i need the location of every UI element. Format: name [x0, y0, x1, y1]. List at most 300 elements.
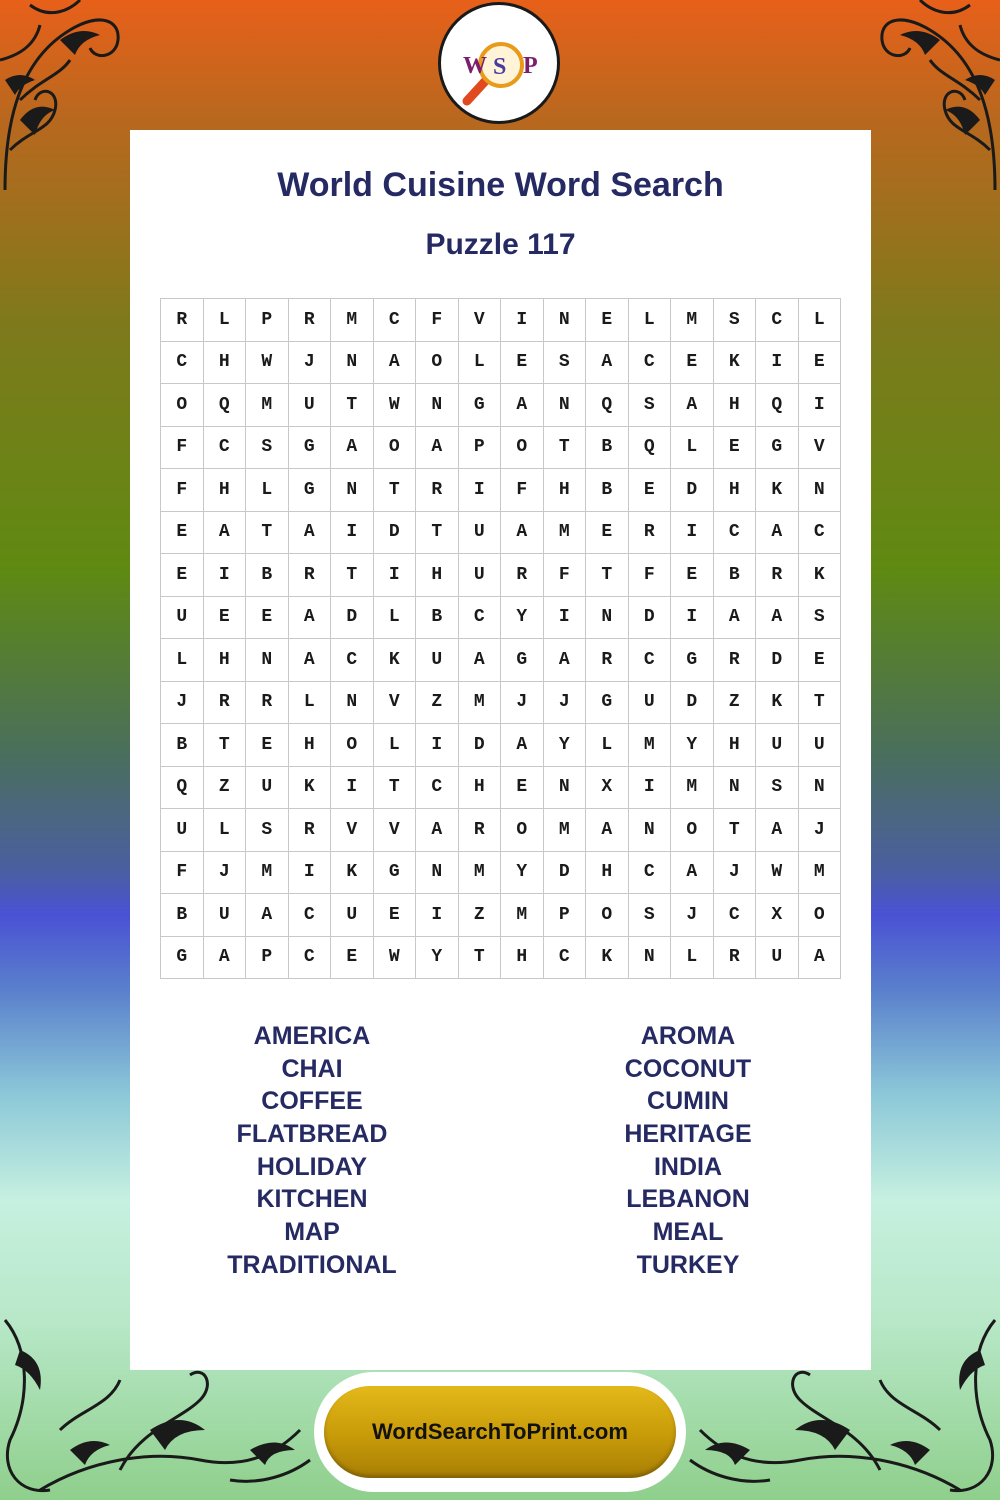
word-item: MAP [284, 1218, 340, 1247]
grid-cell[interactable]: D [671, 469, 714, 512]
grid-cell[interactable]: R [586, 639, 629, 682]
grid-cell[interactable]: A [288, 511, 331, 554]
grid-cell[interactable]: G [373, 851, 416, 894]
grid-cell[interactable]: A [288, 596, 331, 639]
grid-cell[interactable]: C [756, 299, 799, 342]
grid-cell[interactable]: J [798, 809, 841, 852]
grid-cell[interactable]: N [628, 936, 671, 979]
grid-cell[interactable]: U [458, 511, 501, 554]
grid-cell[interactable]: K [798, 554, 841, 597]
grid-cell[interactable]: T [373, 469, 416, 512]
top-left-ornament [0, 0, 130, 200]
grid-cell[interactable]: M [543, 511, 586, 554]
grid-cell[interactable]: O [161, 384, 204, 427]
grid-cell[interactable]: C [416, 766, 459, 809]
word-item: LEBANON [626, 1185, 750, 1214]
grid-cell[interactable]: J [288, 341, 331, 384]
grid-cell[interactable]: D [458, 724, 501, 767]
grid-row [161, 639, 841, 682]
grid-cell[interactable]: E [501, 341, 544, 384]
grid-cell[interactable]: T [798, 681, 841, 724]
grid-cell[interactable]: H [543, 469, 586, 512]
grid-cell[interactable]: P [458, 426, 501, 469]
grid-cell[interactable]: P [543, 894, 586, 937]
grid-cell[interactable]: S [628, 384, 671, 427]
grid-cell[interactable]: B [416, 596, 459, 639]
grid-cell[interactable]: C [713, 894, 756, 937]
grid-cell[interactable]: A [203, 936, 246, 979]
grid-cell[interactable]: P [246, 299, 289, 342]
grid-cell[interactable]: C [713, 511, 756, 554]
grid-cell[interactable]: N [586, 596, 629, 639]
word-item: MEAL [652, 1218, 724, 1247]
word-item: COFFEE [261, 1087, 363, 1116]
grid-cell[interactable]: C [628, 851, 671, 894]
grid-cell[interactable]: C [288, 936, 331, 979]
grid-cell[interactable]: O [671, 809, 714, 852]
grid-cell[interactable]: D [671, 681, 714, 724]
grid-cell[interactable]: I [543, 596, 586, 639]
grid-cell[interactable]: F [161, 426, 204, 469]
grid-cell[interactable]: R [756, 554, 799, 597]
grid-cell[interactable]: N [543, 299, 586, 342]
grid-cell[interactable]: O [331, 724, 374, 767]
grid-cell[interactable]: J [543, 681, 586, 724]
wsp-logo [438, 2, 560, 124]
logo-letter-p: P [523, 53, 538, 79]
grid-cell[interactable]: I [331, 766, 374, 809]
grid-cell[interactable]: K [288, 766, 331, 809]
grid-cell[interactable]: O [416, 341, 459, 384]
grid-cell[interactable]: Z [203, 766, 246, 809]
grid-cell[interactable]: A [501, 384, 544, 427]
grid-row [161, 299, 841, 342]
grid-cell[interactable]: J [161, 681, 204, 724]
grid-cell[interactable]: M [628, 724, 671, 767]
grid-cell[interactable]: N [543, 384, 586, 427]
grid-cell[interactable]: S [543, 341, 586, 384]
grid-cell[interactable]: S [246, 809, 289, 852]
grid-cell[interactable]: U [756, 936, 799, 979]
logo-letter-s: S [493, 54, 507, 80]
grid-cell[interactable]: Z [416, 681, 459, 724]
grid-cell[interactable]: K [713, 341, 756, 384]
grid-cell[interactable]: Q [161, 766, 204, 809]
grid-cell[interactable]: Q [628, 426, 671, 469]
grid-cell[interactable]: N [543, 766, 586, 809]
word-item: HERITAGE [624, 1120, 752, 1149]
grid-cell[interactable]: M [331, 299, 374, 342]
grid-row [161, 894, 841, 937]
grid-cell[interactable]: F [501, 469, 544, 512]
grid-row [161, 681, 841, 724]
grid-cell[interactable]: M [458, 681, 501, 724]
word-list-right [538, 1020, 838, 1282]
grid-cell[interactable]: Y [671, 724, 714, 767]
grid-row [161, 341, 841, 384]
grid-cell[interactable]: B [713, 554, 756, 597]
grid-cell[interactable]: I [416, 724, 459, 767]
grid-cell[interactable]: T [458, 936, 501, 979]
grid-cell[interactable]: A [756, 809, 799, 852]
grid-cell[interactable]: A [543, 639, 586, 682]
grid-cell[interactable]: R [713, 639, 756, 682]
grid-cell[interactable]: I [203, 554, 246, 597]
grid-cell[interactable]: G [586, 681, 629, 724]
grid-cell[interactable]: B [586, 426, 629, 469]
grid-cell[interactable]: U [161, 596, 204, 639]
grid-cell[interactable]: N [331, 681, 374, 724]
grid-cell[interactable]: E [501, 766, 544, 809]
grid-cell[interactable]: H [458, 766, 501, 809]
grid-cell[interactable]: E [586, 511, 629, 554]
grid-cell[interactable]: C [331, 639, 374, 682]
grid-cell[interactable]: A [671, 851, 714, 894]
grid-cell[interactable]: I [288, 851, 331, 894]
grid-cell[interactable]: X [586, 766, 629, 809]
grid-cell[interactable]: W [756, 851, 799, 894]
grid-cell[interactable]: R [628, 511, 671, 554]
grid-cell[interactable]: A [373, 341, 416, 384]
grid-cell[interactable]: L [203, 809, 246, 852]
grid-cell[interactable]: R [246, 681, 289, 724]
grid-cell[interactable]: K [373, 639, 416, 682]
grid-cell[interactable]: L [671, 936, 714, 979]
grid-cell[interactable]: E [246, 724, 289, 767]
grid-cell[interactable]: U [331, 894, 374, 937]
grid-cell[interactable]: J [501, 681, 544, 724]
grid-cell[interactable]: R [203, 681, 246, 724]
grid-cell[interactable]: E [586, 299, 629, 342]
magnifier-icon [441, 5, 557, 121]
grid-cell[interactable]: M [798, 851, 841, 894]
grid-cell[interactable]: A [756, 596, 799, 639]
grid-cell[interactable]: I [458, 469, 501, 512]
grid-cell[interactable]: A [501, 724, 544, 767]
grid-cell[interactable]: T [246, 511, 289, 554]
grid-cell[interactable]: R [288, 554, 331, 597]
grid-cell[interactable]: R [501, 554, 544, 597]
top-right-ornament [870, 0, 1000, 200]
grid-cell[interactable]: A [798, 936, 841, 979]
grid-cell[interactable]: T [586, 554, 629, 597]
grid-cell[interactable]: E [628, 469, 671, 512]
grid-cell[interactable]: C [798, 511, 841, 554]
grid-cell[interactable]: E [671, 341, 714, 384]
grid-cell[interactable]: A [416, 809, 459, 852]
grid-cell[interactable]: L [798, 299, 841, 342]
grid-cell[interactable]: U [458, 554, 501, 597]
grid-cell[interactable]: O [798, 894, 841, 937]
grid-cell[interactable]: L [671, 426, 714, 469]
grid-cell[interactable]: V [458, 299, 501, 342]
grid-cell[interactable]: W [246, 341, 289, 384]
grid-cell[interactable]: N [416, 384, 459, 427]
grid-cell[interactable]: O [501, 426, 544, 469]
grid-cell[interactable]: E [161, 511, 204, 554]
grid-cell[interactable]: N [798, 766, 841, 809]
grid-cell[interactable]: B [246, 554, 289, 597]
grid-cell[interactable]: N [798, 469, 841, 512]
grid-cell[interactable]: L [586, 724, 629, 767]
grid-cell[interactable]: T [416, 511, 459, 554]
grid-cell[interactable]: V [331, 809, 374, 852]
grid-cell[interactable]: G [501, 639, 544, 682]
grid-cell[interactable]: J [203, 851, 246, 894]
grid-cell[interactable]: Z [458, 894, 501, 937]
grid-cell[interactable]: V [798, 426, 841, 469]
grid-cell[interactable]: T [373, 766, 416, 809]
grid-cell[interactable]: M [501, 894, 544, 937]
grid-cell[interactable]: B [161, 894, 204, 937]
grid-cell[interactable]: U [246, 766, 289, 809]
grid-cell[interactable]: G [756, 426, 799, 469]
grid-cell[interactable]: N [628, 809, 671, 852]
grid-cell[interactable]: Y [416, 936, 459, 979]
grid-cell[interactable]: U [161, 809, 204, 852]
word-item: CHAI [281, 1054, 343, 1083]
grid-cell[interactable]: A [501, 511, 544, 554]
grid-cell[interactable]: L [161, 639, 204, 682]
grid-row [161, 724, 841, 767]
grid-cell[interactable]: Q [203, 384, 246, 427]
grid-cell[interactable]: T [203, 724, 246, 767]
word-item: TURKEY [636, 1250, 740, 1279]
grid-cell[interactable]: C [203, 426, 246, 469]
grid-cell[interactable]: A [288, 639, 331, 682]
grid-cell[interactable]: H [416, 554, 459, 597]
grid-cell[interactable]: K [331, 851, 374, 894]
grid-cell[interactable]: E [713, 426, 756, 469]
grid-cell[interactable]: I [756, 341, 799, 384]
grid-cell[interactable]: P [246, 936, 289, 979]
grid-cell[interactable]: S [713, 299, 756, 342]
grid-cell[interactable]: G [458, 384, 501, 427]
grid-cell[interactable]: E [331, 936, 374, 979]
grid-cell[interactable]: E [671, 554, 714, 597]
grid-cell[interactable]: K [756, 681, 799, 724]
grid-row [161, 426, 841, 469]
grid-cell[interactable]: C [373, 299, 416, 342]
grid-cell[interactable]: E [798, 341, 841, 384]
grid-cell[interactable]: U [203, 894, 246, 937]
grid-cell[interactable]: F [628, 554, 671, 597]
grid-cell[interactable]: R [288, 809, 331, 852]
grid-cell[interactable]: R [416, 469, 459, 512]
grid-cell[interactable]: A [331, 426, 374, 469]
puzzle-card [130, 130, 871, 1370]
grid-cell[interactable]: G [288, 469, 331, 512]
grid-cell[interactable]: M [246, 851, 289, 894]
grid-cell[interactable]: O [373, 426, 416, 469]
grid-cell[interactable]: A [713, 596, 756, 639]
grid-cell[interactable]: H [713, 724, 756, 767]
grid-cell[interactable]: U [288, 384, 331, 427]
grid-cell[interactable]: I [373, 554, 416, 597]
grid-cell[interactable]: T [331, 384, 374, 427]
grid-cell[interactable]: O [501, 809, 544, 852]
grid-cell[interactable]: D [331, 596, 374, 639]
grid-cell[interactable]: F [161, 469, 204, 512]
grid-cell[interactable]: F [543, 554, 586, 597]
grid-cell[interactable]: V [373, 809, 416, 852]
grid-cell[interactable]: Q [586, 384, 629, 427]
grid-cell[interactable]: H [501, 936, 544, 979]
grid-cell[interactable]: H [203, 639, 246, 682]
word-item: FLATBREAD [236, 1120, 388, 1149]
word-item: COCONUT [624, 1054, 752, 1083]
grid-cell[interactable]: B [161, 724, 204, 767]
grid-cell[interactable]: U [756, 724, 799, 767]
grid-cell[interactable]: U [628, 681, 671, 724]
grid-cell[interactable]: N [331, 341, 374, 384]
grid-cell[interactable]: U [416, 639, 459, 682]
grid-cell[interactable]: I [628, 766, 671, 809]
grid-cell[interactable]: D [756, 639, 799, 682]
grid-row [161, 511, 841, 554]
grid-cell[interactable]: H [713, 384, 756, 427]
grid-cell[interactable]: W [373, 384, 416, 427]
grid-cell[interactable]: E [203, 596, 246, 639]
grid-cell[interactable]: E [246, 596, 289, 639]
grid-cell[interactable]: D [373, 511, 416, 554]
logo-letter-w: W [463, 53, 487, 79]
grid-cell[interactable]: X [756, 894, 799, 937]
grid-cell[interactable]: I [501, 299, 544, 342]
grid-cell[interactable]: R [161, 299, 204, 342]
grid-row [161, 936, 841, 979]
grid-cell[interactable]: L [288, 681, 331, 724]
grid-cell[interactable]: T [713, 809, 756, 852]
word-item: AMERICA [253, 1022, 371, 1050]
grid-cell[interactable]: Z [713, 681, 756, 724]
grid-cell[interactable]: L [373, 596, 416, 639]
grid-cell[interactable]: G [161, 936, 204, 979]
puzzle-number: Puzzle 117 [425, 228, 576, 261]
grid-cell[interactable]: A [756, 511, 799, 554]
grid-cell[interactable]: L [246, 469, 289, 512]
grid-cell[interactable]: U [798, 724, 841, 767]
grid-row [161, 766, 841, 809]
grid-cell[interactable]: G [671, 639, 714, 682]
grid-cell[interactable]: L [458, 341, 501, 384]
grid-cell[interactable]: C [628, 341, 671, 384]
grid-cell[interactable]: N [416, 851, 459, 894]
grid-row [161, 809, 841, 852]
grid-cell[interactable]: T [331, 554, 374, 597]
grid-row [161, 554, 841, 597]
grid-cell[interactable]: N [331, 469, 374, 512]
grid-cell[interactable]: E [798, 639, 841, 682]
word-item: KITCHEN [256, 1185, 368, 1214]
grid-cell[interactable]: R [713, 936, 756, 979]
site-link[interactable]: WordSearchToPrint.com [324, 1386, 676, 1478]
grid-row [161, 384, 841, 427]
grid-cell[interactable]: M [246, 384, 289, 427]
grid-cell[interactable]: C [288, 894, 331, 937]
grid-cell[interactable]: A [586, 809, 629, 852]
grid-cell[interactable]: S [798, 596, 841, 639]
grid-cell[interactable]: K [586, 936, 629, 979]
grid-cell[interactable]: C [543, 936, 586, 979]
grid-cell[interactable]: S [246, 426, 289, 469]
grid-cell[interactable]: H [288, 724, 331, 767]
grid-cell[interactable]: H [203, 341, 246, 384]
grid-cell[interactable]: D [543, 851, 586, 894]
grid-cell[interactable]: A [671, 384, 714, 427]
grid-row [161, 851, 841, 894]
grid-cell[interactable]: D [628, 596, 671, 639]
grid-cell[interactable]: C [628, 639, 671, 682]
grid-row [161, 469, 841, 512]
grid-cell[interactable]: A [416, 426, 459, 469]
grid-cell[interactable]: A [246, 894, 289, 937]
grid-cell[interactable]: R [288, 299, 331, 342]
grid-cell[interactable]: S [628, 894, 671, 937]
grid-cell[interactable]: N [246, 639, 289, 682]
grid-cell[interactable]: A [203, 511, 246, 554]
grid-cell[interactable]: J [713, 851, 756, 894]
grid-cell[interactable]: H [203, 469, 246, 512]
grid-cell[interactable]: K [756, 469, 799, 512]
grid-cell[interactable]: M [543, 809, 586, 852]
grid-cell[interactable]: I [671, 596, 714, 639]
grid-cell[interactable]: H [586, 851, 629, 894]
grid-cell[interactable]: I [416, 894, 459, 937]
grid-cell[interactable]: G [288, 426, 331, 469]
grid-cell[interactable]: Y [543, 724, 586, 767]
word-list-left [162, 1020, 462, 1282]
grid-cell[interactable]: L [628, 299, 671, 342]
grid-row [161, 596, 841, 639]
grid-cell[interactable]: C [458, 596, 501, 639]
grid-cell[interactable]: M [458, 851, 501, 894]
grid-cell[interactable]: L [203, 299, 246, 342]
word-item: TRADITIONAL [227, 1250, 397, 1279]
grid-cell[interactable]: I [798, 384, 841, 427]
grid-cell[interactable]: J [671, 894, 714, 937]
word-item: HOLIDAY [256, 1152, 368, 1181]
grid-cell[interactable]: C [161, 341, 204, 384]
grid-cell[interactable]: N [713, 766, 756, 809]
word-item: CUMIN [647, 1087, 729, 1116]
grid-cell[interactable]: Y [501, 851, 544, 894]
grid-cell[interactable]: F [416, 299, 459, 342]
grid-cell[interactable]: E [161, 554, 204, 597]
grid-cell[interactable]: B [586, 469, 629, 512]
grid-cell[interactable]: I [331, 511, 374, 554]
grid-cell[interactable]: Y [501, 596, 544, 639]
grid-cell[interactable]: M [671, 766, 714, 809]
grid-cell[interactable]: A [458, 639, 501, 682]
grid-cell[interactable]: F [161, 851, 204, 894]
grid-cell[interactable]: V [373, 681, 416, 724]
grid-cell[interactable]: S [756, 766, 799, 809]
grid-cell[interactable]: Q [756, 384, 799, 427]
grid-cell[interactable]: H [713, 469, 756, 512]
grid-cell[interactable]: M [671, 299, 714, 342]
page-title: World Cuisine Word Search [277, 166, 724, 204]
grid-cell[interactable]: L [373, 724, 416, 767]
grid-cell[interactable]: I [671, 511, 714, 554]
grid-cell[interactable]: T [543, 426, 586, 469]
grid-cell[interactable]: W [373, 936, 416, 979]
grid-cell[interactable]: A [586, 341, 629, 384]
word-item: AROMA [640, 1022, 736, 1050]
grid-cell[interactable]: O [586, 894, 629, 937]
grid-cell[interactable]: E [373, 894, 416, 937]
grid-cell[interactable]: R [458, 809, 501, 852]
